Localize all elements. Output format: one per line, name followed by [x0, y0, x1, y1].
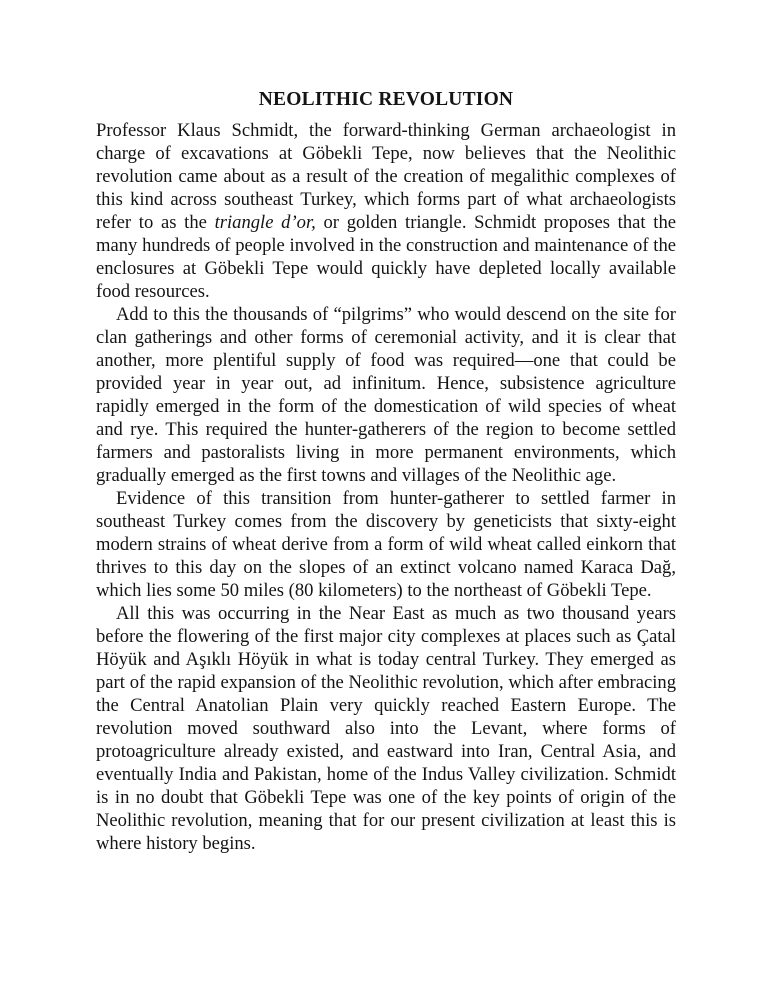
paragraph-3: [96, 487, 676, 602]
paragraph-4-text: All this was occurring in the Near East as much as two thousand years before the flowering of the first major city complexes at places such as Çatal Höyük and Aşıklı Höyük in what is today central Turkey. They emerged as part of the rapid expansion of the Neolithic revolution, which after embracing the Central Anatolian Plain very quickly reached Eastern Europe. The revolution moved southward also into the Levant, where forms of protoagriculture already existed, and eastward into Iran, Central Asia, and eventually India and Pakistan, home of the Indus Valley civilization. Schmidt is in no doubt that Göbekli Tepe was one of the key points of origin of the Neolithic revolution, meaning that for our present civilization at least this is where history begins.: [96, 603, 676, 854]
paragraph-1-text-after-italic: or golden triangle. Schmidt proposes that the many hundreds of people involved in the construction and maintenance of the enclosures at Göbekli Tepe would quickly have depleted locally available food resources.: [96, 212, 676, 302]
paragraph-2-text: Add to this the thousands of “pilgrims” who would descend on the site for clan gatherings and other forms of ceremonial activity, and it is clear that another, more plentiful supply of food was required—one that could be provided year in year out, ad infinitum. Hence, subsistence agriculture rapidly emerged in the form of the domestication of wild species of wheat and rye. This required the hunter-gatherers of the region to become settled farmers and pastoralists living in more permanent environments, which gradually emerged as the first towns and villages of the Neolithic age.: [96, 304, 676, 486]
document-page: [96, 88, 676, 855]
paragraph-2: [96, 303, 676, 487]
section-title: NEOLITHIC REVOLUTION: [258, 89, 514, 110]
paragraph-3-text: Evidence of this transition from hunter-gatherer to settled farmer in southeast Turkey comes from the discovery by geneticists that sixty-eight modern strains of wheat derive from a form of wild wheat called einkorn that thrives to this day on the slopes of an extinct volcano named Karaca Dağ, which lies some 50 miles (80 kilometers) to the northeast of Göbekli Tepe.: [96, 488, 676, 601]
paragraph-1-text-before-italic: Professor Klaus Schmidt, the forward-thinking German archaeologist in charge of excavations at Göbekli Tepe, now believes that the Neolithic revolution came about as a result of the creation of megalithic complexes of this kind across southeast Turkey, which forms part of what archaeologists refer to as the: [96, 120, 676, 233]
paragraph-1-italic-term: triangle d’or,: [214, 212, 316, 233]
paragraph-4: [96, 602, 676, 855]
paragraph-1: [96, 119, 676, 303]
